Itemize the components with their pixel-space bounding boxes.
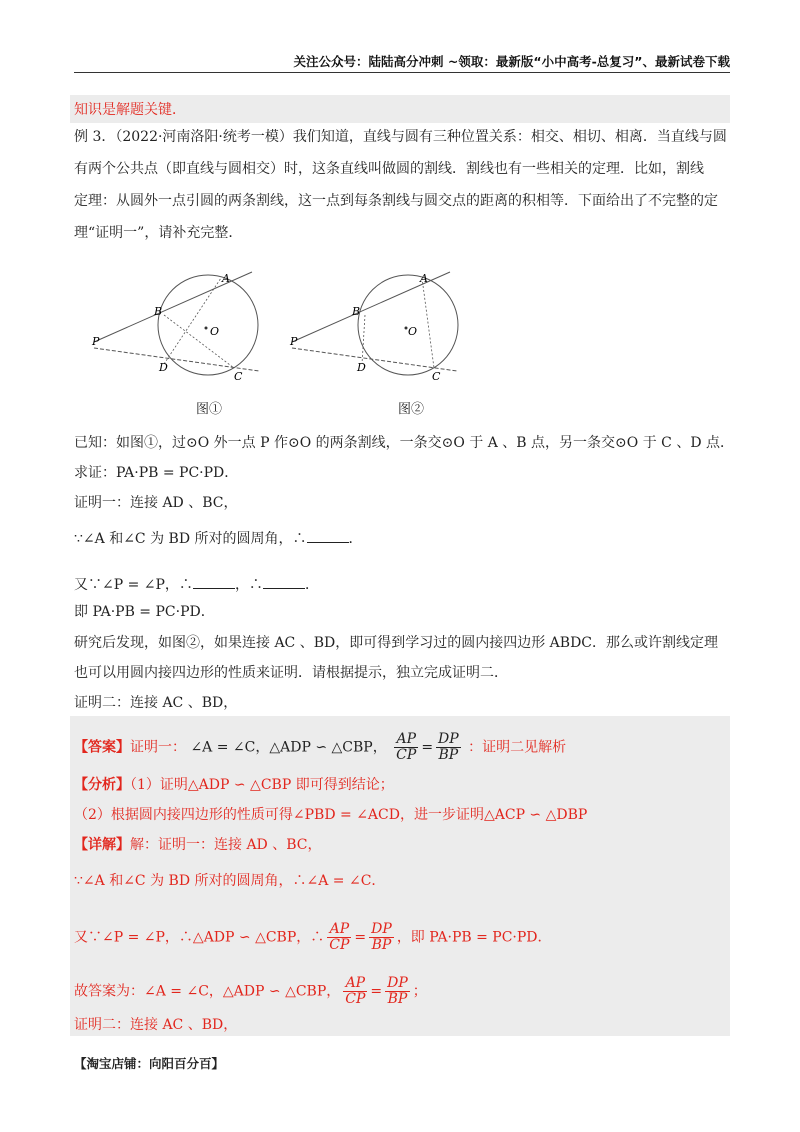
- analysis-line-1: [74, 776, 394, 794]
- header-divider: [74, 72, 730, 73]
- since1-line: ∵∠A 和∠C 为 BD 所对的圆周角，∴ ．: [74, 531, 363, 547]
- fig2-secant-pc: [292, 348, 457, 371]
- fig1-label-d: D: [159, 361, 168, 374]
- page-header: 关注公众号：陆陆高分冲刺 ~领取：最新版“小中高考-总复习”、最新试卷下载: [293, 54, 730, 69]
- detail-line-2: ∵∠A 和∠C 为 BD 所对的圆周角，∴∠A = ∠C．: [74, 873, 386, 889]
- problem-line-3: 定理：从圆外一点引圆的两条割线，这一点到每条割线与圆交点的距离的积相等．下面给出了不完整的定: [74, 193, 718, 209]
- detail-text-4a: 故答案为：∠A = ∠C，△ADP ∽ △CBP，: [74, 983, 341, 1000]
- detail-tag: 【详解】: [74, 837, 130, 853]
- fig2-chord-bd: [362, 315, 365, 364]
- also-separator: ，∴: [234, 577, 263, 593]
- since1-text: ∵∠A 和∠C 为 BD 所对的圆周角，∴: [74, 531, 307, 547]
- prove-line: 求证：PA·PB = PC·PD．: [74, 465, 239, 481]
- fig2-caption: 图②: [398, 402, 425, 417]
- detail-text-4b: ；: [412, 983, 427, 1000]
- answer-part1: 证明一：: [130, 739, 186, 756]
- page-footer: 【淘宝店铺：向阳百分百】: [74, 1056, 225, 1071]
- also-end: ．: [304, 577, 319, 593]
- intro-line: 知识是解题关键．: [74, 102, 186, 118]
- detail-line-5: 证明二：连接 AC 、BD，: [74, 1017, 238, 1033]
- answer-part2: ∠A = ∠C，△ADP ∽ △CBP，: [190, 739, 387, 756]
- detail-fraction-left: $\frac{AP}{CP}$: [329, 921, 350, 953]
- fig1-circle: [158, 275, 258, 375]
- also-line: [74, 576, 319, 594]
- detail-fraction-right: $\frac{DP}{BP}$: [371, 921, 392, 953]
- detail-line-4: [74, 976, 427, 1007]
- fig2-label-o: O: [408, 325, 418, 338]
- answer-part3: ：证明二见解析: [468, 739, 567, 756]
- fig1-label-b: B: [154, 305, 163, 318]
- ie-line: 即 PA·PB = PC·PD．: [74, 604, 215, 620]
- analysis-text-1: （1）证明△ADP ∽ △CBP 即可得到结论；: [130, 777, 394, 793]
- figure-2: [282, 268, 482, 398]
- proof2-line: 证明二：连接 AC 、BD，: [74, 695, 238, 711]
- detail-text-1: 解：证明一：连接 AD 、BC，: [130, 837, 322, 853]
- research-line-2: 也可以用圆内接四边形的性质来证明．请根据提示，独立完成证明二．: [74, 665, 508, 681]
- problem-line-1: 例 3．（2022·河南洛阳·统考一模）我们知道，直线与圆有三种位置关系：相交、相切、相离．当直线与圆: [74, 129, 727, 145]
- fig1-label-c: C: [234, 370, 243, 383]
- fig2-label-d: D: [357, 361, 366, 374]
- fig1-label-a: A: [222, 272, 230, 285]
- detail-fraction-eq: =: [354, 929, 367, 946]
- fig1-chord-ad: [164, 278, 221, 364]
- detail-text-3a: 又∵∠P = ∠P，∴△ADP ∽ △CBP，∴: [74, 929, 325, 946]
- answer-fraction-right: $\frac{DP}{BP}$: [438, 731, 459, 763]
- answer-tag: 【答案】: [74, 739, 130, 756]
- fig1-caption: 图①: [196, 402, 223, 417]
- proof1-line: 证明一：连接 AD 、BC，: [74, 495, 238, 511]
- problem-line-2: 有两个公共点（即直线与圆相交）时，这条直线叫做圆的割线．割线也有一些相关的定理．比如，割线: [74, 161, 704, 177]
- also-text: 又∵∠P = ∠P，∴: [74, 577, 193, 593]
- fig1-label-o: O: [210, 325, 220, 338]
- fig1-center: [205, 327, 208, 330]
- detail4-fraction-eq: =: [370, 983, 383, 1000]
- fig2-label-b: B: [352, 305, 361, 318]
- fig1-chord-bc: [164, 315, 234, 368]
- answer-fraction-eq: =: [421, 739, 434, 756]
- given-line: 已知：如图①，过⊙O 外一点 P 作⊙O 的两条割线，一条交⊙O 于 A 、B 点，另一条交⊙O 于 C 、D 点．: [74, 435, 734, 451]
- answer-fraction-left: $\frac{AP}{CP}$: [396, 731, 417, 763]
- detail4-fraction-right: $\frac{DP}{BP}$: [387, 975, 408, 1007]
- research-line-1: 研究后发现，如图②，如果连接 AC 、BD，即可得到学习过的圆内接四边形 ABDC．那么或许割线定理: [74, 635, 719, 651]
- detail-line-1: [74, 836, 322, 854]
- fig1-label-p: P: [92, 335, 100, 348]
- problem-line-4: 理“证明一”，请补充完整．: [74, 225, 243, 241]
- fig2-label-p: P: [290, 335, 298, 348]
- blank-3[interactable]: [263, 576, 305, 589]
- analysis-tag: 【分析】: [74, 777, 130, 793]
- fig1-secant-pc: [94, 348, 259, 371]
- fig2-label-c: C: [432, 370, 441, 383]
- fig2-chord-ac: [422, 278, 434, 368]
- detail4-fraction-left: $\frac{AP}{CP}$: [345, 975, 366, 1007]
- blank-1[interactable]: [307, 530, 349, 543]
- blank-2[interactable]: [193, 576, 235, 589]
- detail-line-3: [74, 922, 552, 953]
- figure-1: [84, 268, 284, 398]
- detail-text-3b: ，即 PA·PB = PC·PD．: [396, 929, 552, 946]
- answer-line: [74, 732, 566, 763]
- fig2-label-a: A: [420, 272, 428, 285]
- analysis-line-2: （2）根据圆内接四边形的性质可得∠PBD = ∠ACD，进一步证明△ACP ∽ △DBP: [74, 807, 588, 823]
